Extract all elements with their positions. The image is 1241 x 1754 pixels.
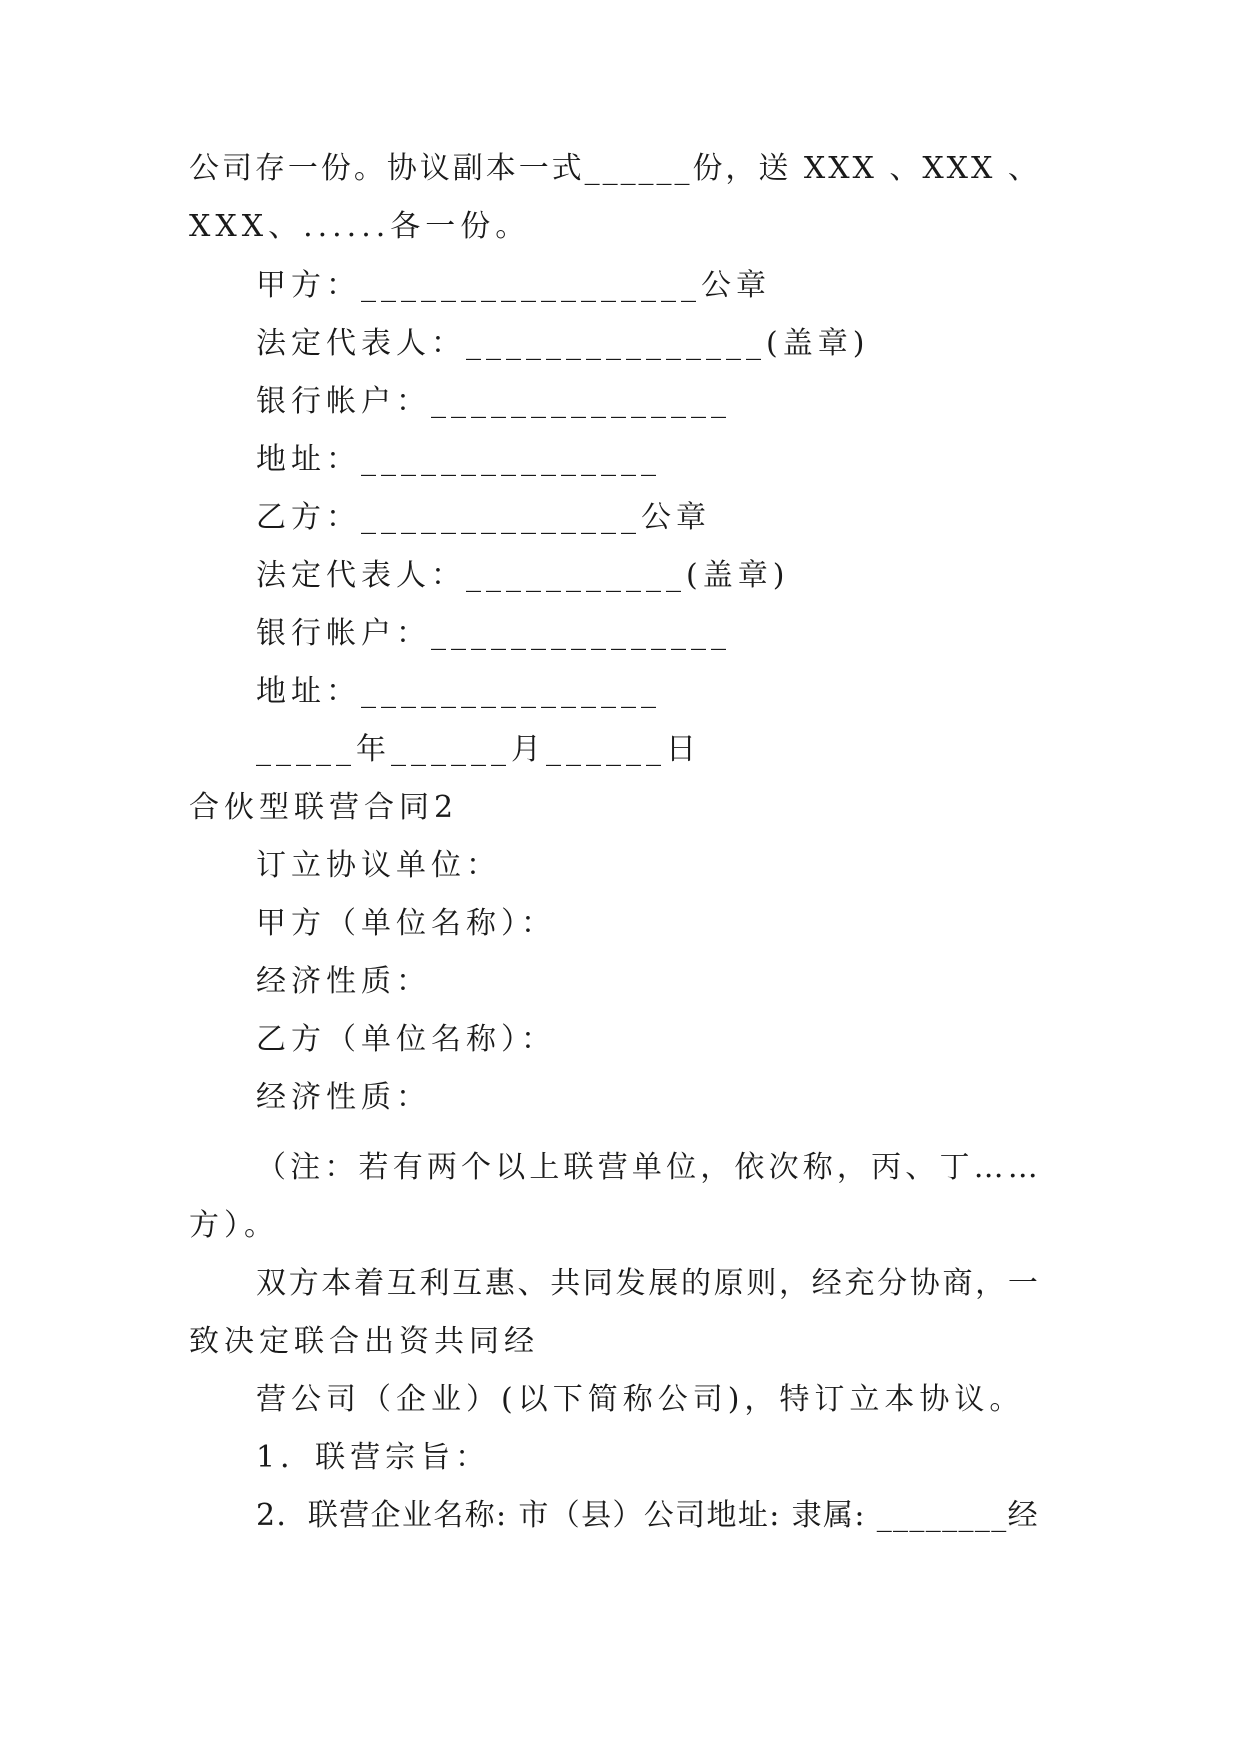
party-b-label: 乙方：______________公章 [256,500,711,535]
section-title: 合伙型联营合同2 [189,790,459,825]
note-line: （ 注 ： 若 有 两 个 以 上 联 营 单 位 ， 依 次 称 ， 丙 、 丁 … … [256,1150,1038,1185]
paragraph-line: 双 方 本 着 互 利 互 惠 、 共 同 发 展 的 原 则 ， 经 充 分 协 商 ， 一 [256,1266,1038,1301]
legal-rep-line: 法定代表人：___________(盖章) [256,558,790,593]
text-line: 甲方（单位名称）： [256,906,556,941]
party-a-label: 甲方：_________________公章 [256,268,771,303]
bank-account-line: 银行帐户：_______________ [256,384,731,419]
clause-2: 2 ． 联 营 企 业 名 称 : 市 （ 县 ） 公 司 地 址 : 隶 属 : _ _ _ _ _ _ _ _ 经 [256,1498,1038,1533]
date-line: _____年______月______日 [256,732,701,767]
text-line: 乙方（单位名称）： [256,1022,556,1057]
legal-rep-line: 法定代表人：_______________(盖章) [256,326,870,361]
paragraph-line: 营公司（企业）(以下简称公司)，特订立本协议。 [256,1382,1025,1417]
text-line: 经济性质： [256,964,431,999]
text-line: 订立协议单位： [256,848,501,883]
clause-1: 1．联营宗旨： [256,1440,491,1475]
bank-account-line: 银行帐户：_______________ [256,616,731,651]
note-line: 方）。 [189,1208,279,1243]
address-line: 地址：_______________ [256,674,661,709]
address-line: 地址：_______________ [256,442,661,477]
paragraph-line: 致决定联合出资共同经 [189,1324,539,1359]
text-line: 经济性质： [256,1080,431,1115]
text-line: XXX、......各一份。 [189,209,531,244]
text-line: 公 司 存 一 份 。 协 议 副 本 一 式 _ _ _ _ _ _ 份 ， 送 X X X 、 X X X 、 [189,151,1038,186]
